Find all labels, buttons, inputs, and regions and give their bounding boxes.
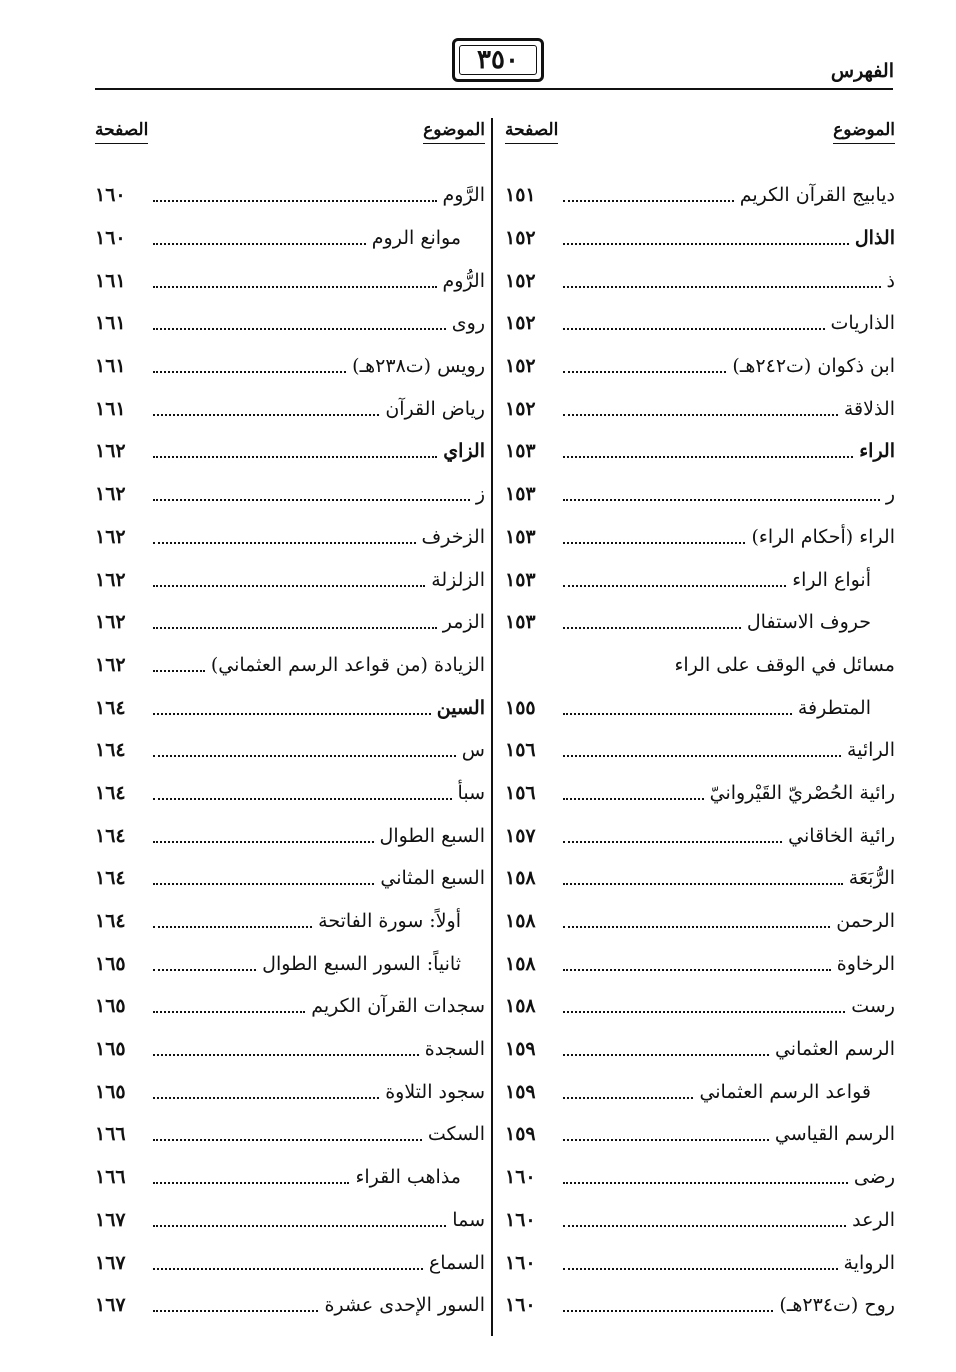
index-entry xyxy=(505,217,895,260)
leader-dots xyxy=(563,200,734,202)
leader-dots xyxy=(563,243,849,245)
leader-dots xyxy=(153,1139,422,1141)
entry-page-number: ١٦٢ xyxy=(95,525,126,548)
entry-page-number: ١٥٩ xyxy=(505,1123,536,1146)
index-entry xyxy=(95,772,485,815)
entry-topic: رائية الخاقاني xyxy=(788,824,895,847)
leader-dots xyxy=(563,542,745,544)
entry-page-number: ١٥٩ xyxy=(505,1080,536,1103)
index-entry xyxy=(95,1113,485,1156)
entry-page-number: ١٦٧ xyxy=(95,1294,126,1317)
index-entry xyxy=(505,985,895,1028)
leader-dots xyxy=(563,1054,769,1056)
entry-page-number: ١٦٤ xyxy=(95,824,126,847)
entry-topic: الرخاوة xyxy=(836,952,895,975)
entry-page-number: ١٥٧ xyxy=(505,824,536,847)
leader-dots xyxy=(153,1182,349,1184)
entry-topic: السبع الطوال xyxy=(379,824,485,847)
index-entry xyxy=(505,1070,895,1113)
entry-page-number: ١٦٤ xyxy=(95,910,126,933)
entry-page-number: ١٦٢ xyxy=(95,440,126,463)
leader-dots xyxy=(153,243,366,245)
index-entry xyxy=(505,302,895,345)
entry-topic: رست xyxy=(851,995,895,1018)
entry-page-number: ١٥١ xyxy=(505,184,536,207)
entry-page-number: ١٥٢ xyxy=(505,355,536,378)
leader-dots xyxy=(563,883,843,885)
entry-topic: الذاريات xyxy=(830,312,895,335)
entry-page-number: ١٥٥ xyxy=(505,696,536,719)
entry-page-number: ١٦٢ xyxy=(95,568,126,591)
entry-topic: الرائية xyxy=(846,739,895,762)
leader-dots xyxy=(153,713,431,715)
leader-dots xyxy=(153,670,205,672)
entry-page-number: ١٦١ xyxy=(95,312,126,335)
leader-dots xyxy=(563,969,831,971)
leader-dots xyxy=(153,969,256,971)
leader-dots xyxy=(153,371,346,373)
index-entry xyxy=(505,814,895,857)
index-entry xyxy=(95,686,485,729)
entry-page-number: ١٦٠ xyxy=(505,1208,536,1231)
entry-topic: الرُّبَعَة xyxy=(848,867,895,890)
leader-dots xyxy=(153,1011,305,1013)
leader-dots xyxy=(153,1310,318,1312)
leader-dots xyxy=(153,499,470,501)
index-entry xyxy=(505,345,895,388)
entry-page-number: ١٥٢ xyxy=(505,397,536,420)
leader-dots xyxy=(153,328,446,330)
entry-page-number: ١٥٨ xyxy=(505,952,536,975)
entry-page-number: ١٦٠ xyxy=(505,1294,536,1317)
index-column-right xyxy=(505,120,895,1327)
leader-dots xyxy=(563,798,704,800)
entry-topic: السور الإحدى عشرة xyxy=(324,1294,485,1317)
index-entry xyxy=(95,1156,485,1199)
leader-dots xyxy=(563,627,741,629)
leader-dots xyxy=(563,926,830,928)
index-entry xyxy=(505,1028,895,1071)
entry-page-number: ١٥٣ xyxy=(505,568,536,591)
entry-topic: رياض القرآن xyxy=(385,397,485,420)
entry-topic: الراء xyxy=(859,440,895,463)
index-entry xyxy=(95,601,485,644)
leader-dots xyxy=(153,883,374,885)
entry-topic: السجدة xyxy=(424,1038,485,1061)
index-entry xyxy=(505,558,895,601)
leader-dots xyxy=(563,713,792,715)
index-entry xyxy=(95,942,485,985)
entry-topic: رضى xyxy=(853,1166,895,1189)
index-entry xyxy=(95,473,485,516)
index-entry xyxy=(95,900,485,943)
entry-topic: الزيادة (من قواعد الرسم العثماني) xyxy=(210,653,485,676)
entry-topic: المتطرفة xyxy=(797,696,871,719)
entry-topic: موانع الروم xyxy=(371,227,461,250)
entry-topic: سجود التلاوة xyxy=(385,1080,485,1103)
entry-page-number: ١٦١ xyxy=(95,397,126,420)
entry-topic: ابن ذكوان (ت٢٤٢هـ) xyxy=(732,355,895,378)
entry-topic: روى xyxy=(451,312,485,335)
entry-topic: رائية الحُصْريّ القَيْروانيّ xyxy=(709,781,895,804)
leader-dots xyxy=(563,414,838,416)
leader-dots xyxy=(563,755,841,757)
entry-page-number: ١٦١ xyxy=(95,269,126,292)
leader-dots xyxy=(153,286,437,288)
leader-dots xyxy=(153,200,437,202)
index-entry xyxy=(95,729,485,772)
index-entry xyxy=(505,174,895,217)
index-entry xyxy=(95,430,485,473)
index-entry xyxy=(95,558,485,601)
leader-dots xyxy=(153,1225,446,1227)
index-entry xyxy=(95,387,485,430)
leader-dots xyxy=(563,499,880,501)
entry-topic: ثانياً: السور السبع الطوال xyxy=(262,952,461,975)
entry-page-number: ١٦٠ xyxy=(505,1166,536,1189)
page-number-frame xyxy=(452,38,544,82)
index-entry xyxy=(95,302,485,345)
topic-column-label: الموضوع xyxy=(423,120,485,144)
entry-page-number: ١٥٨ xyxy=(505,910,536,933)
index-list xyxy=(505,174,895,1327)
leader-dots xyxy=(563,1182,848,1184)
entry-topic: ذ xyxy=(886,269,895,292)
entry-page-number: ١٦٠ xyxy=(95,184,126,207)
entry-page-number: ١٦٥ xyxy=(95,995,126,1018)
column-divider xyxy=(491,118,493,1336)
entry-topic: السين xyxy=(436,696,485,719)
leader-dots xyxy=(153,926,312,928)
entry-topic: الرُّوم xyxy=(442,269,485,292)
entry-page-number: ١٦٦ xyxy=(95,1123,126,1146)
entry-page-number: ١٦٦ xyxy=(95,1166,126,1189)
index-entry xyxy=(505,1199,895,1242)
entry-topic: الرسم القياسي xyxy=(774,1123,895,1146)
entry-topic: السبع المثاني xyxy=(380,867,485,890)
entry-topic: سبأ xyxy=(457,781,485,804)
entry-page-number: ١٥٨ xyxy=(505,867,536,890)
index-entry xyxy=(505,259,895,302)
leader-dots xyxy=(153,456,437,458)
index-entry xyxy=(505,473,895,516)
entry-topic: سما xyxy=(452,1208,485,1231)
entry-page-number: ١٥٣ xyxy=(505,483,536,506)
entry-page-number: ١٥٢ xyxy=(505,312,536,335)
index-entry xyxy=(95,516,485,559)
index-list xyxy=(95,174,485,1327)
index-entry xyxy=(505,857,895,900)
index-entry xyxy=(95,1028,485,1071)
entry-page-number: ١٥٣ xyxy=(505,611,536,634)
entry-page-number: ١٦٥ xyxy=(95,952,126,975)
index-entry xyxy=(505,686,895,729)
index-entry xyxy=(95,857,485,900)
header-rule xyxy=(95,88,893,90)
topic-column-label: الموضوع xyxy=(833,120,895,144)
leader-dots xyxy=(153,542,416,544)
entry-page-number: ١٥٦ xyxy=(505,781,536,804)
index-entry xyxy=(95,1199,485,1242)
entry-page-number: ١٦٠ xyxy=(95,227,126,250)
leader-dots xyxy=(563,1011,845,1013)
entry-topic: سجدات القرآن الكريم xyxy=(311,995,485,1018)
leader-dots xyxy=(153,1097,379,1099)
leader-dots xyxy=(563,585,786,587)
entry-topic: الرَّوم xyxy=(442,184,485,207)
index-entry xyxy=(505,1241,895,1284)
entry-page-number: ١٥٣ xyxy=(505,440,536,463)
index-entry xyxy=(505,516,895,559)
index-entry xyxy=(95,217,485,260)
leader-dots xyxy=(563,1310,773,1312)
index-entry xyxy=(95,644,485,687)
leader-dots xyxy=(563,328,825,330)
column-header xyxy=(505,120,895,162)
index-entry xyxy=(505,942,895,985)
entry-page-number: ١٦٤ xyxy=(95,781,126,804)
index-entry xyxy=(95,1070,485,1113)
entry-topic: السكت xyxy=(427,1123,485,1146)
leader-dots xyxy=(563,286,881,288)
index-entry xyxy=(95,814,485,857)
index-entry xyxy=(505,1113,895,1156)
index-entry xyxy=(505,387,895,430)
leader-dots xyxy=(563,1225,846,1227)
entry-topic: ديابيج القرآن الكريم xyxy=(739,184,895,207)
entry-page-number: ١٦٤ xyxy=(95,867,126,890)
leader-dots xyxy=(153,1054,419,1056)
entry-page-number: ١٥٦ xyxy=(505,739,536,762)
entry-page-number: ١٥٣ xyxy=(505,525,536,548)
index-entry xyxy=(95,1241,485,1284)
entry-topic: الذلاقة xyxy=(843,397,895,420)
leader-dots xyxy=(563,1097,693,1099)
entry-topic: ر xyxy=(885,483,895,506)
leader-dots xyxy=(153,1268,423,1270)
entry-topic: قواعد الرسم العثماني xyxy=(699,1080,871,1103)
leader-dots xyxy=(153,414,379,416)
index-entry xyxy=(95,259,485,302)
entry-topic: الرسم العثماني xyxy=(774,1038,895,1061)
entry-topic: الذال xyxy=(854,227,895,250)
leader-dots xyxy=(563,1139,769,1141)
index-entry xyxy=(505,900,895,943)
leader-dots xyxy=(153,798,452,800)
entry-topic: الرحمن xyxy=(836,910,895,933)
index-entry xyxy=(95,174,485,217)
index-entry xyxy=(505,729,895,772)
leader-dots xyxy=(563,456,853,458)
index-entry xyxy=(95,345,485,388)
index-entry xyxy=(505,1284,895,1327)
entry-topic: الزمر xyxy=(442,611,485,634)
entry-topic: الرواية xyxy=(843,1251,895,1274)
entry-page-number: ١٦٢ xyxy=(95,483,126,506)
entry-topic: الزلزلة xyxy=(431,568,485,591)
entry-page-number: ١٦١ xyxy=(95,355,126,378)
entry-page-number: ١٦٢ xyxy=(95,653,126,676)
entry-page-number: ١٦٢ xyxy=(95,611,126,634)
column-header xyxy=(95,120,485,162)
index-entry xyxy=(505,601,895,644)
entry-page-number: ١٦٤ xyxy=(95,696,126,719)
entry-page-number: ١٦٧ xyxy=(95,1251,126,1274)
page-column-label: الصفحة xyxy=(505,120,558,144)
leader-dots xyxy=(153,627,437,629)
leader-dots xyxy=(563,371,726,373)
leader-dots xyxy=(153,755,456,757)
page-header-title: الفهرس xyxy=(830,60,894,82)
entry-topic: مسائل في الوقف على الراء xyxy=(674,653,895,676)
entry-page-number: ١٦٠ xyxy=(505,1251,536,1274)
entry-topic: السماع xyxy=(428,1251,485,1274)
leader-dots xyxy=(153,841,374,843)
entry-topic: أولاً: سورة الفاتحة xyxy=(318,910,461,933)
entry-topic: حروف الاستفال xyxy=(746,611,871,634)
entry-page-number: ١٥٩ xyxy=(505,1038,536,1061)
entry-page-number: ١٦٤ xyxy=(95,739,126,762)
index-entry xyxy=(505,430,895,473)
entry-page-number: ١٦٥ xyxy=(95,1038,126,1061)
entry-topic: ز xyxy=(475,483,485,506)
entry-topic: الزاي xyxy=(443,440,485,463)
index-entry xyxy=(505,1156,895,1199)
entry-topic: الزخرف xyxy=(421,525,485,548)
entry-page-number: ١٥٢ xyxy=(505,227,536,250)
entry-topic: الرعد xyxy=(852,1208,895,1231)
entry-page-number: ١٥٢ xyxy=(505,269,536,292)
entry-topic: الراء (أحكام الراء) xyxy=(751,525,895,548)
entry-topic: روح (ت٢٣٤هـ) xyxy=(779,1294,895,1317)
page-column-label: الصفحة xyxy=(95,120,148,144)
index-column-left xyxy=(95,120,485,1327)
entry-topic: مذاهب القراء xyxy=(355,1166,461,1189)
entry-page-number: ١٦٧ xyxy=(95,1208,126,1231)
entry-page-number: ١٦٥ xyxy=(95,1080,126,1103)
leader-dots xyxy=(563,841,782,843)
index-entry xyxy=(95,985,485,1028)
leader-dots xyxy=(563,1268,838,1270)
index-entry xyxy=(95,1284,485,1327)
entry-topic: رويس (ت٢٣٨هـ) xyxy=(352,355,485,378)
entry-page-number: ١٥٨ xyxy=(505,995,536,1018)
index-entry xyxy=(505,772,895,815)
page-number: ٣٥٠ xyxy=(477,45,519,75)
leader-dots xyxy=(153,585,425,587)
index-entry xyxy=(505,644,895,687)
entry-topic: س xyxy=(461,739,485,762)
entry-topic: أنواع الراء xyxy=(792,568,871,591)
